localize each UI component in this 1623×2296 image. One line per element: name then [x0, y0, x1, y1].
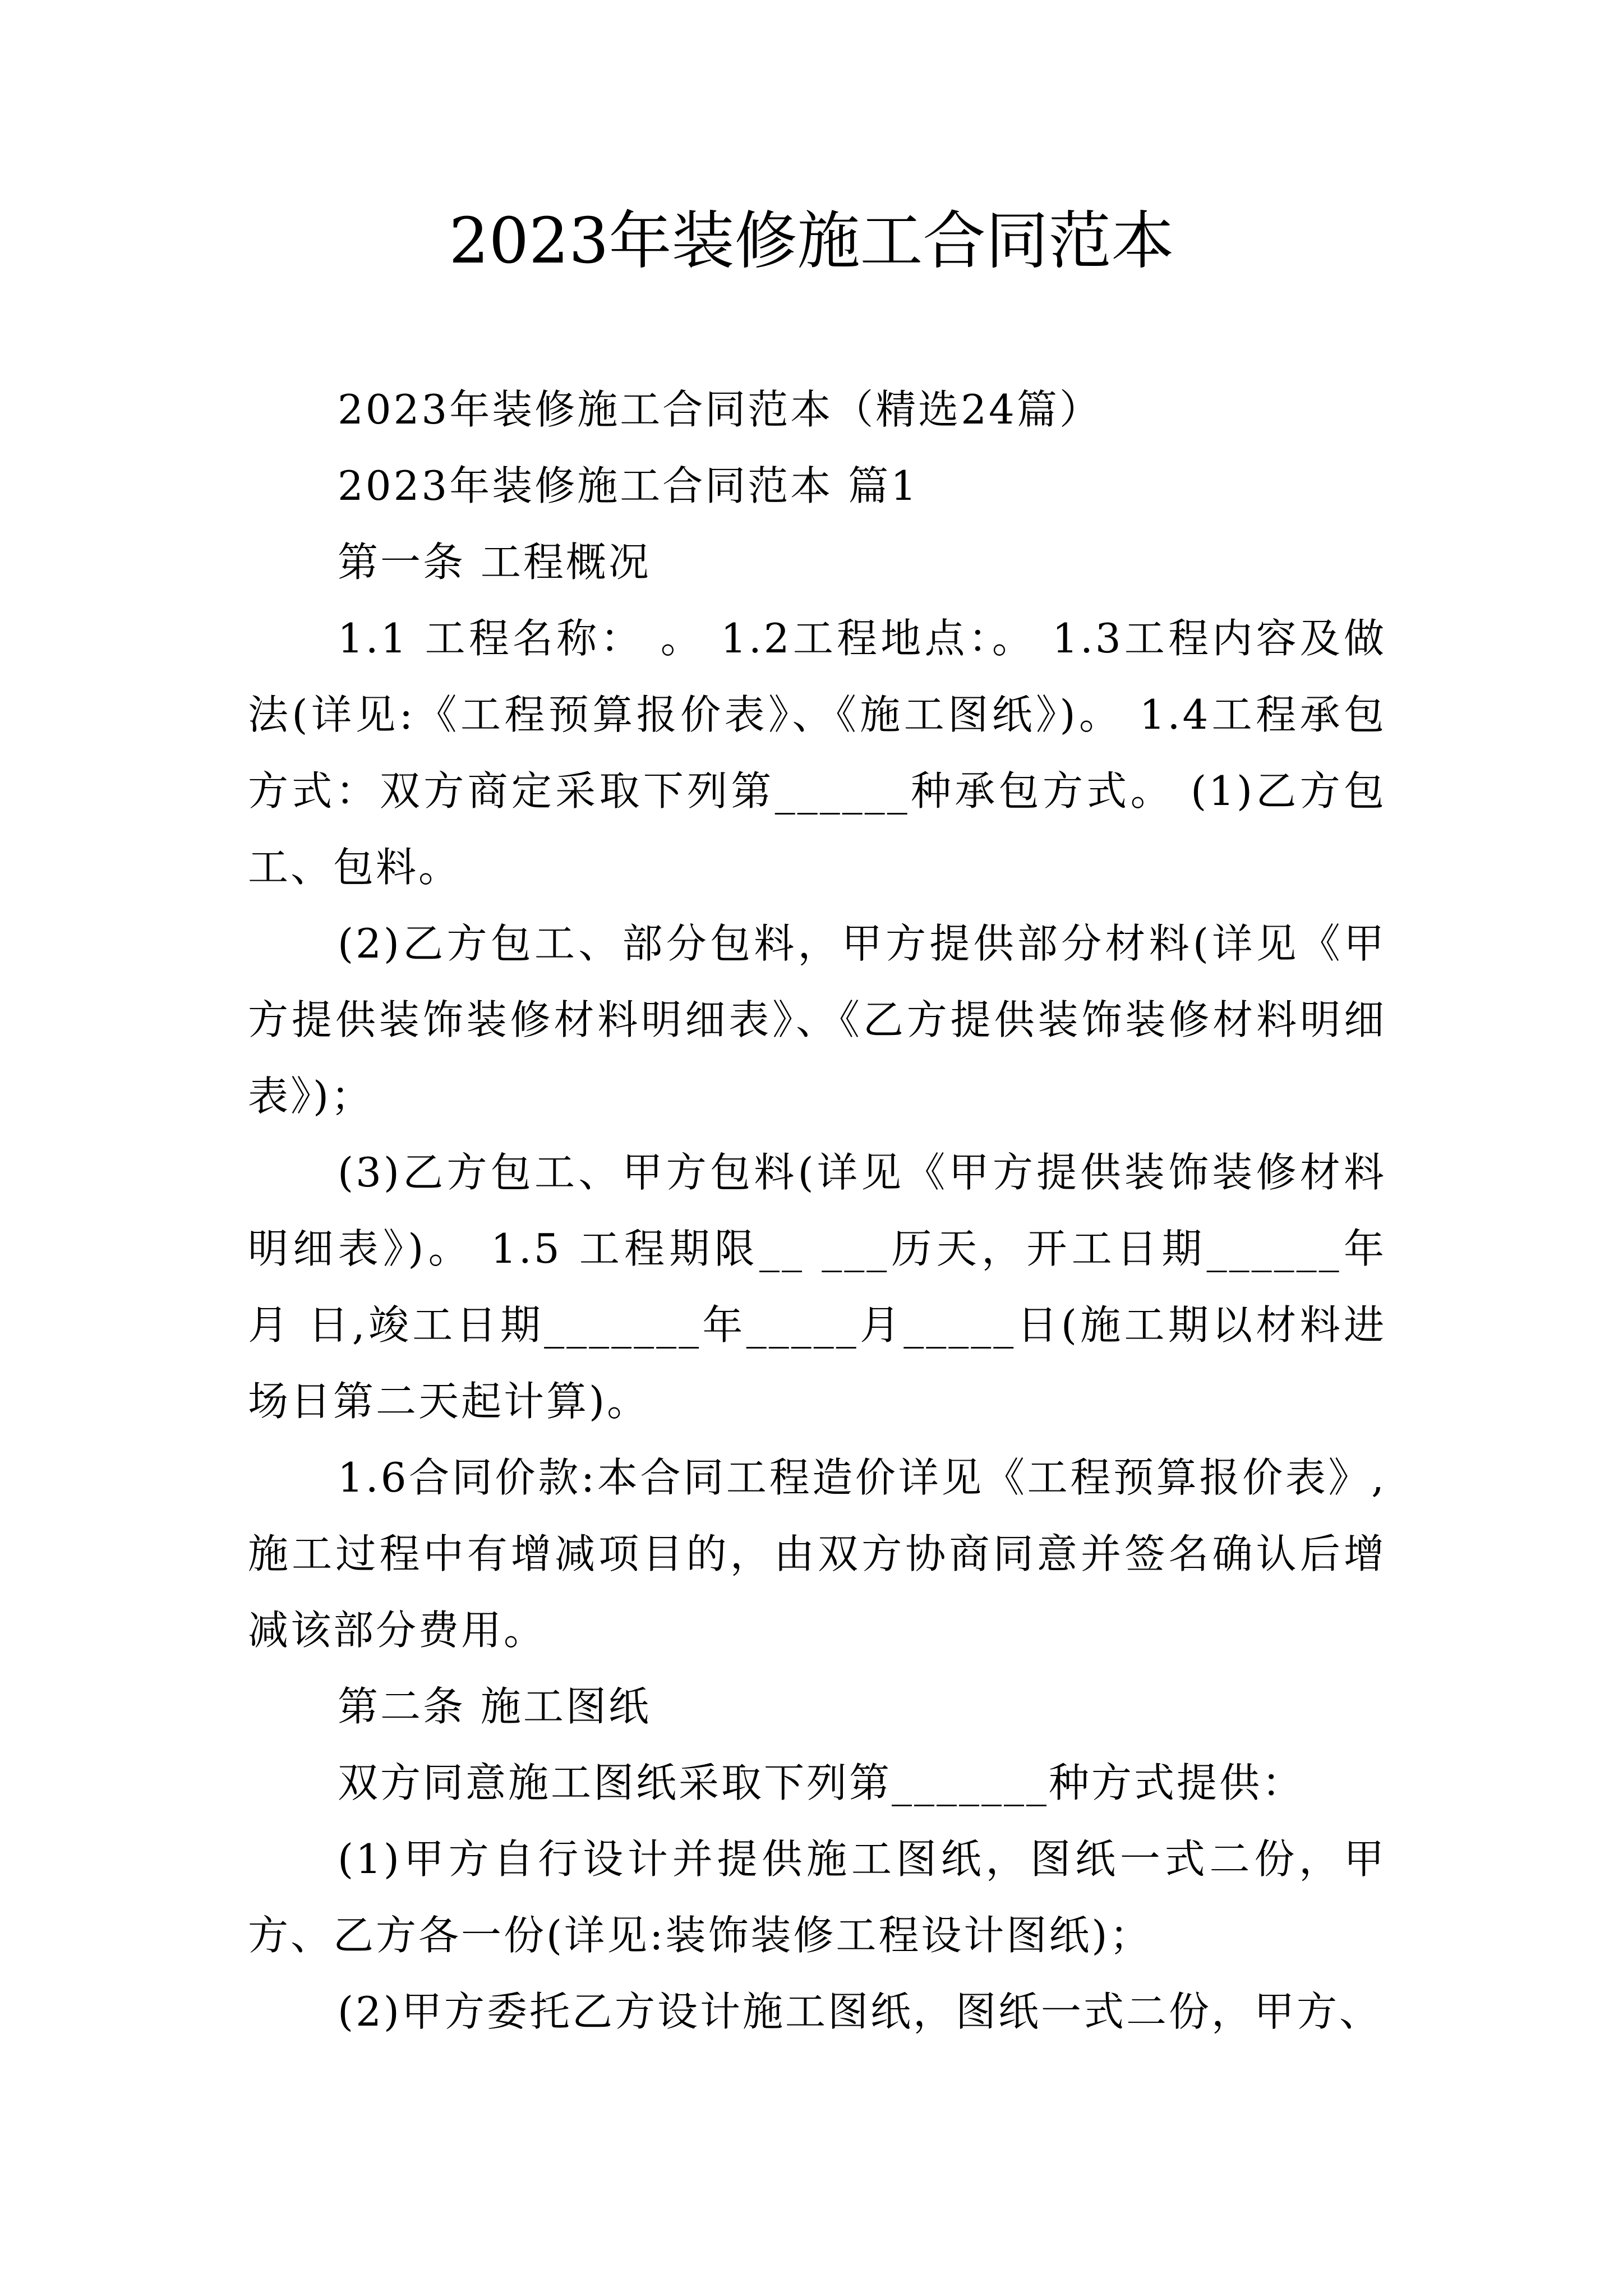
body-paragraph: (2)乙方包工、部分包料，甲方提供部分材料(详见《甲方提供装饰装修材料明细表》、《乙方提供装饰装修材料明细表》)；	[248, 920, 1386, 1120]
section-heading: 2023年装修施工合同范本 篇1	[338, 462, 919, 509]
body-paragraph: (3)乙方包工、甲方包料(详见《甲方提供装饰装修材料明细表》)。 1.5 工程期限__ ___历天，开工日期______年 月 日,竣工日期_______年_____月_____日(施工期以材料进场日第二天起计算)。	[248, 1149, 1386, 1425]
body-paragraph: (1)甲方自行设计并提供施工图纸，图纸一式二份，甲方、乙方各一份(详见:装饰装修工程设计图纸)；	[248, 1835, 1386, 1959]
article-heading: 第一条 工程概况	[338, 539, 651, 586]
body-paragraph: 1.1 工程名称： 。 1.2工程地点：。 1.3工程内容及做法(详见:《工程预算报价表》、《施工图纸》)。 1.4工程承包方式：双方商定采取下列第______种承包方式。 (1)乙方包工、包料。	[248, 615, 1386, 891]
subtitle-paragraph: 2023年装修施工合同范本（精选24篇）	[338, 386, 1102, 433]
document-title: 2023年装修施工合同范本	[449, 205, 1174, 278]
body-paragraph: 1.6合同价款:本合同工程造价详见《工程预算报价表》,施工过程中有增减项目的，由双方协商同意并签名确认后增减该部分费用。	[248, 1454, 1386, 1654]
document-body	[248, 371, 1386, 2050]
body-paragraph: (2)甲方委托乙方设计施工图纸，图纸一式二份，甲方、	[338, 1988, 1382, 2035]
body-paragraph: 双方同意施工图纸采取下列第_______种方式提供：	[338, 1759, 1305, 1806]
article-heading: 第二条 施工图纸	[338, 1683, 651, 1730]
